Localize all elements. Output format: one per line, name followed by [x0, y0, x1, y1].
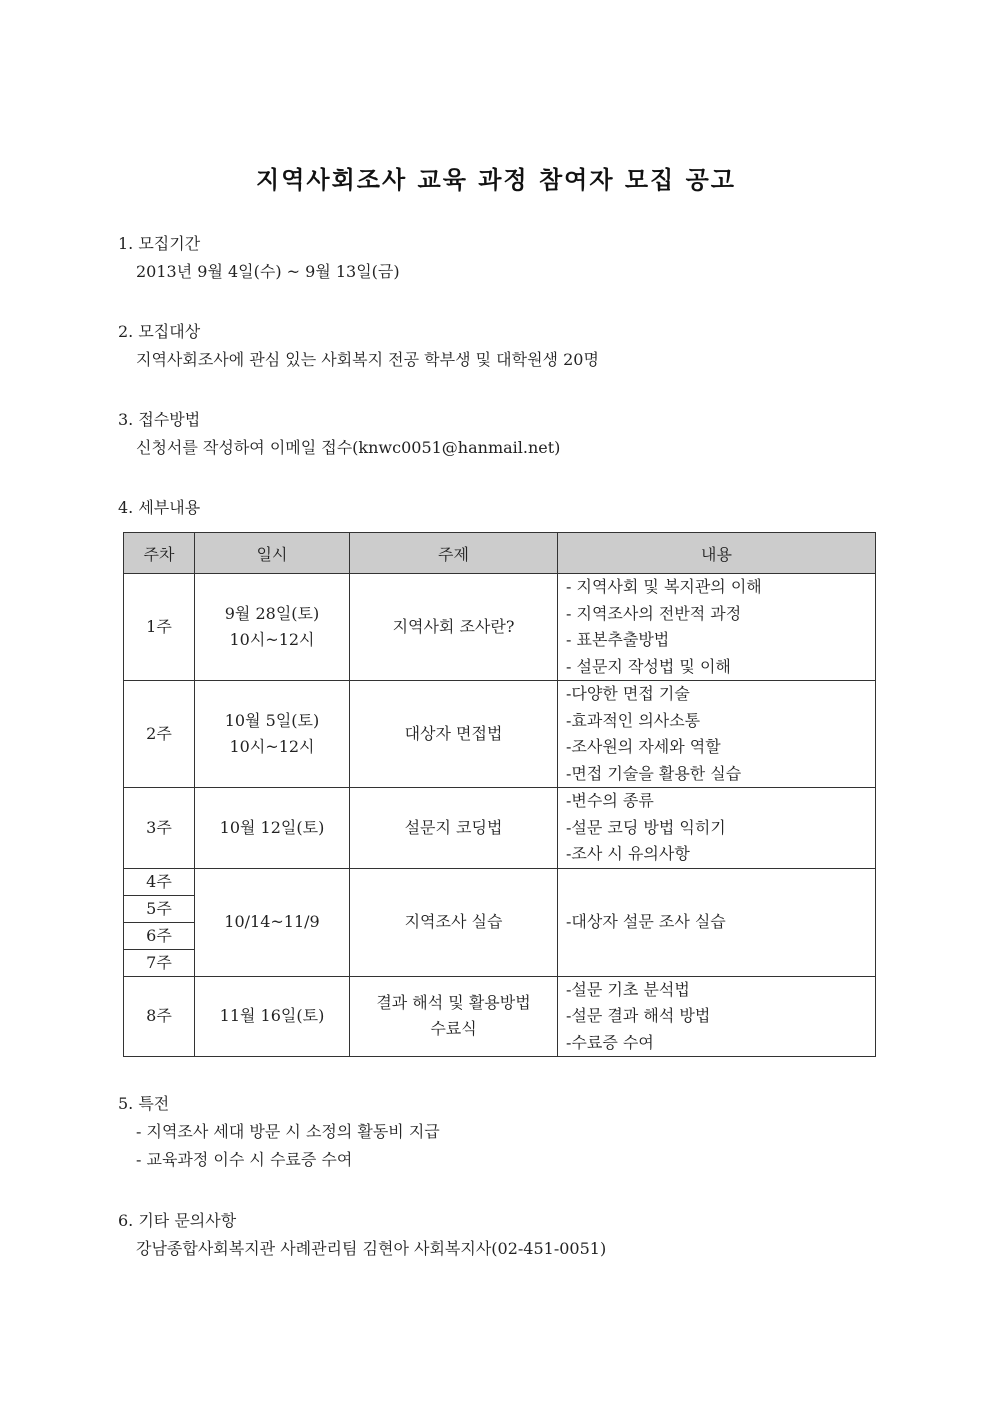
cell-date: 10월 12일(토) [195, 788, 350, 869]
cell-content [558, 574, 876, 681]
content-line: - 설문지 작성법 및 이해 [566, 656, 731, 676]
time-line: 10시~12시 [229, 737, 315, 756]
content-line: -설문 기초 분석법 [566, 979, 690, 999]
time-line: 10시~12시 [229, 630, 315, 649]
table-row [124, 788, 876, 869]
cell-week: 5주 [124, 895, 195, 922]
content-line: -조사 시 유의사항 [566, 844, 690, 863]
section-line: 신청서를 작성하여 이메일 접수(knwc0051@hanmail.net) [136, 438, 561, 457]
section-recruitment-target [118, 318, 599, 374]
cell-week: 4주 [124, 868, 195, 895]
header-topic: 주제 [350, 533, 558, 574]
cell-topic: 지역조사 실습 [350, 868, 558, 976]
cell-content [558, 976, 876, 1057]
cell-week: 7주 [124, 949, 195, 976]
cell-week: 2주 [124, 681, 195, 788]
cell-content [558, 868, 876, 976]
cell-date: 10/14~11/9 [195, 868, 350, 976]
section-heading: 5. 특전 [118, 1094, 170, 1113]
content-line: - 지역조사의 전반적 과정 [566, 603, 742, 623]
section-heading: 6. 기타 문의사항 [118, 1211, 237, 1230]
cell-date: 11월 16일(토) [195, 976, 350, 1057]
cell-date [195, 681, 350, 788]
date-line: 9월 28일(토) [224, 604, 320, 623]
cell-date [195, 574, 350, 681]
content-line: -설문 코딩 방법 익히기 [566, 817, 726, 837]
section-details [118, 494, 200, 522]
schedule-table [123, 532, 876, 1057]
cell-topic [350, 976, 558, 1057]
cell-topic: 설문지 코딩법 [350, 788, 558, 869]
section-line: - 교육과정 이수 시 수료증 수여 [136, 1150, 353, 1169]
section-application-method [118, 406, 560, 462]
content-line: -설문 결과 해석 방법 [566, 1006, 711, 1025]
header-date: 일시 [195, 533, 350, 574]
section-heading: 3. 접수방법 [118, 410, 201, 429]
section-benefits [118, 1090, 440, 1174]
table-row [124, 868, 876, 895]
section-inquiries [118, 1207, 606, 1263]
content-line: - 지역사회 및 복지관의 이해 [566, 577, 762, 596]
section-line: 지역사회조사에 관심 있는 사회복지 전공 학부생 및 대학원생 20명 [136, 350, 599, 369]
section-heading: 1. 모집기간 [118, 234, 201, 253]
content-line: -변수의 종류 [566, 791, 654, 810]
cell-week: 1주 [124, 574, 195, 681]
table-row [124, 681, 876, 788]
table-header-row [124, 533, 876, 574]
section-recruitment-period [118, 230, 400, 286]
cell-topic: 지역사회 조사란? [350, 574, 558, 681]
topic-line: 결과 해석 및 활용방법 [376, 993, 531, 1013]
cell-week: 3주 [124, 788, 195, 869]
header-content: 내용 [558, 533, 876, 574]
section-line: 강남종합사회복지관 사례관리팀 김현아 사회복지사(02-451-0051) [136, 1239, 607, 1258]
cell-content [558, 788, 876, 869]
table-row [124, 976, 876, 1057]
section-line: 2013년 9월 4일(수) ~ 9월 13일(금) [136, 262, 400, 281]
topic-line: 수료식 [430, 1019, 477, 1039]
header-week: 주차 [124, 533, 195, 574]
date-line: 10월 5일(토) [224, 711, 320, 730]
cell-week: 8주 [124, 976, 195, 1057]
cell-content [558, 681, 876, 788]
section-heading: 2. 모집대상 [118, 322, 201, 341]
content-line: -다양한 면접 기술 [566, 684, 690, 703]
content-line: -면접 기술을 활용한 실습 [566, 763, 742, 783]
table-row [124, 574, 876, 681]
cell-week: 6주 [124, 922, 195, 949]
section-line: - 지역조사 세대 방문 시 소정의 활동비 지급 [136, 1122, 440, 1141]
content-line: -효과적인 의사소통 [566, 710, 701, 730]
content-line: -수료증 수여 [566, 1032, 654, 1052]
content-line: -조사원의 자세와 역할 [566, 737, 721, 756]
cell-topic: 대상자 면접법 [350, 681, 558, 788]
document-title: 지역사회조사 교육 과정 참여자 모집 공고 [256, 165, 736, 194]
content-line: - 표본추출방법 [566, 630, 670, 649]
content-line: -대상자 설문 조사 실습 [566, 911, 726, 931]
section-heading: 4. 세부내용 [118, 498, 201, 517]
